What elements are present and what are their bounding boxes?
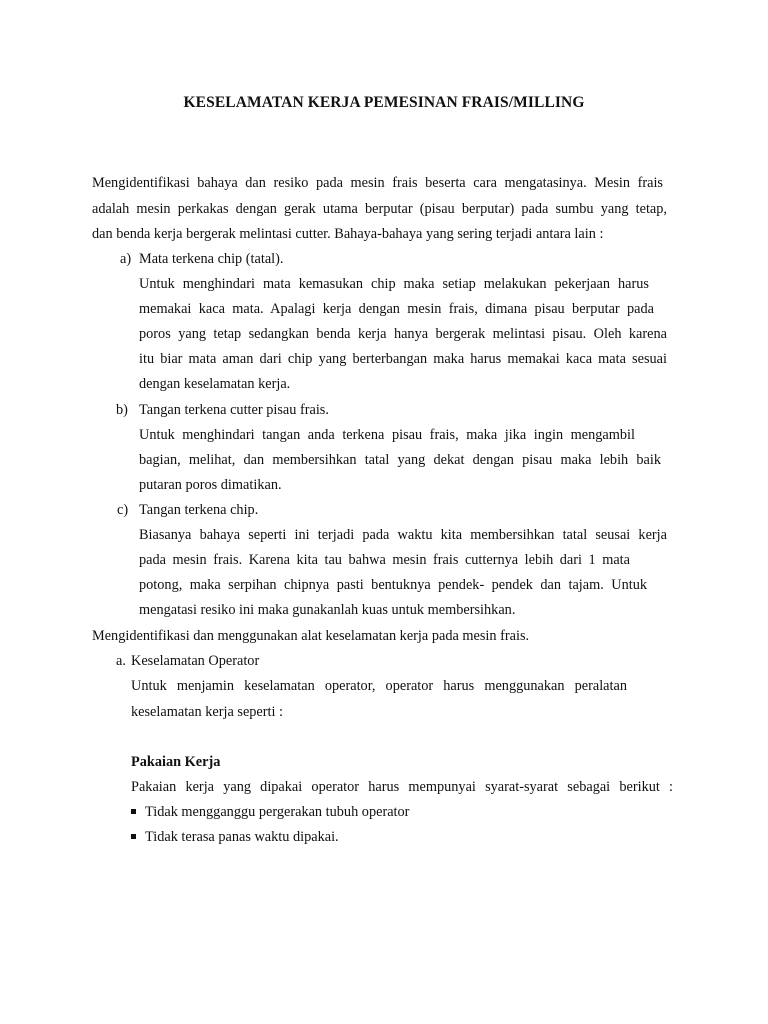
hazard-c-line-1: Biasanya bahaya seperti ini terjadi pada waktu kita membersihkan tatal seusai kerja (139, 527, 667, 543)
hazard-a-line-2: memakai kaca mata. Apalagi kerja dengan mesin frais, dimana pisau berputar pada (139, 301, 654, 317)
hazard-a-marker: a) (120, 251, 132, 267)
hazard-c-line-4: mengatasi resiko ini maka gunakanlah kuas untuk membersihkan. (139, 602, 516, 618)
clothing-bullet-1: Tidak mengganggu pergerakan tubuh operator (145, 804, 410, 820)
section2-sub-line-1: Untuk menjamin keselamatan operator, operator harus menggunakan peralatan (131, 678, 627, 694)
bullet-icon (131, 834, 136, 839)
hazard-b-marker: b) (116, 402, 128, 418)
hazard-b-line-2: bagian, melihat, dan membersihkan tatal yang dekat dengan pisau maka lebih baik (139, 452, 661, 468)
section2-sub-heading: Keselamatan Operator (131, 653, 260, 669)
hazard-a-line-4: itu biar mata aman dari chip yang berterbangan maka harus memakai kaca mata sesuai (139, 351, 667, 367)
hazard-b-line-1: Untuk menghindari tangan anda terkena pisau frais, maka jika ingin mengambil (139, 427, 635, 443)
intro-line-2: adalah mesin perkakas dengan gerak utama berputar (pisau berputar) pada sumbu yang tetap, (92, 201, 667, 217)
intro-line-3: dan benda kerja bergerak melintasi cutter. Bahaya-bahaya yang sering terjadi antara lain : (92, 226, 604, 242)
hazard-c-line-3: potong, maka serpihan chipnya pasti bentuknya pendek- pendek dan tajam. Untuk (139, 577, 647, 593)
hazard-a-line-5: dengan keselamatan kerja. (139, 376, 291, 392)
clothing-bullet-2: Tidak terasa panas waktu dipakai. (145, 829, 339, 845)
section2-sub-marker: a. (116, 653, 126, 669)
hazard-c-line-2: pada mesin frais. Karena kita tau bahwa mesin frais cutternya lebih dari 1 mata (139, 552, 630, 568)
hazard-a-heading: Mata terkena chip (tatal). (139, 251, 284, 267)
intro-line-1: Mengidentifikasi bahaya dan resiko pada mesin frais beserta cara mengatasinya. Mesin frais (92, 175, 663, 191)
hazard-c-heading: Tangan terkena chip. (139, 502, 259, 518)
clothing-heading: Pakaian Kerja (131, 754, 221, 770)
section2-intro: Mengidentifikasi dan menggunakan alat keselamatan kerja pada mesin frais. (92, 628, 530, 644)
hazard-c-marker: c) (117, 502, 129, 518)
hazard-a-line-1: Untuk menghindari mata kemasukan chip maka setiap melakukan pekerjaan harus (139, 276, 649, 292)
document-title: KESELAMATAN KERJA PEMESINAN FRAIS/MILLING (183, 94, 585, 111)
bullet-icon (131, 809, 136, 814)
hazard-b-heading: Tangan terkena cutter pisau frais. (139, 402, 329, 418)
clothing-intro: Pakaian kerja yang dipakai operator harus mempunyai syarat-syarat sebagai berikut : (131, 779, 673, 795)
section2-sub-line-2: keselamatan kerja seperti : (131, 704, 284, 720)
hazard-a-line-3: poros yang tetap sedangkan benda kerja hanya bergerak melintasi pisau. Oleh karena (139, 326, 667, 342)
hazard-b-line-3: putaran poros dimatikan. (139, 477, 282, 493)
